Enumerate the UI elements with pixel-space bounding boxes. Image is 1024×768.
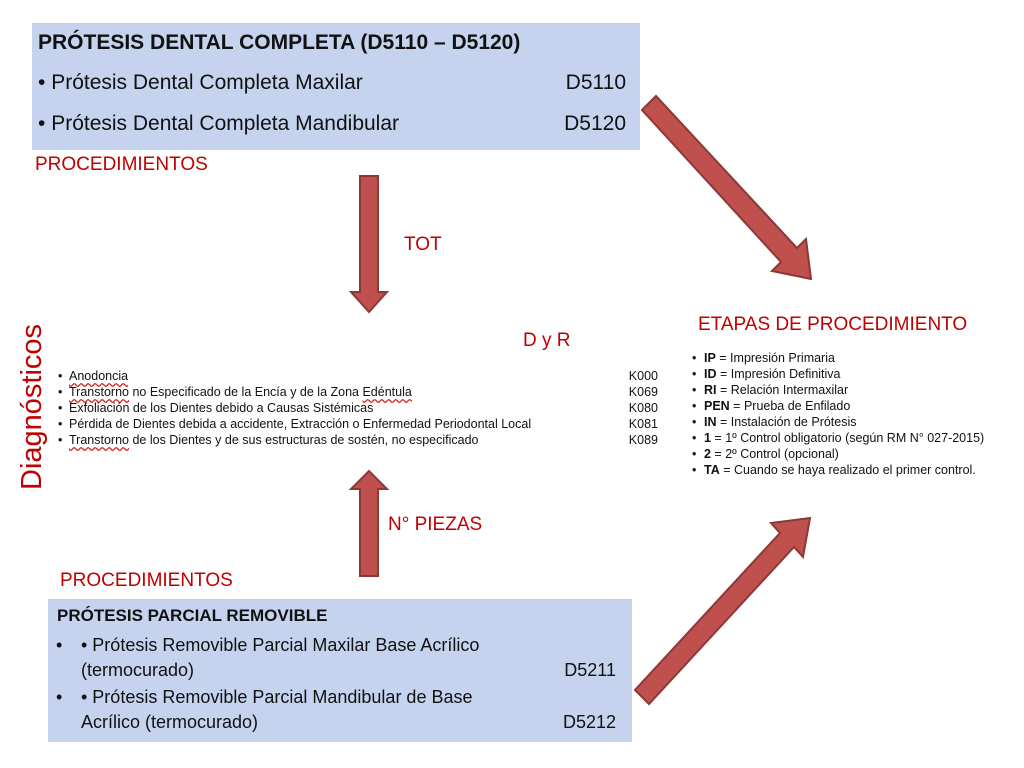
etapa-desc: = Impresión Primaria	[715, 351, 835, 365]
etapa-abbr: PEN	[704, 399, 730, 413]
bullet-icon: •	[692, 367, 697, 381]
etapa-desc: = Cuando se haya realizado el primer control.	[719, 463, 976, 477]
item-label: Prótesis Dental Completa Mandibular	[51, 112, 400, 135]
etapas-list	[692, 351, 1022, 479]
list-item	[38, 71, 626, 95]
bullet-icon: •	[692, 463, 697, 477]
etapa-abbr: IN	[704, 415, 717, 429]
bullet-icon: •	[58, 385, 63, 399]
diagnosis-text: Edéntula	[362, 385, 412, 399]
diagnosticos-vertical-label: Diagnósticos	[16, 323, 48, 490]
bullet-icon: •	[56, 687, 63, 707]
item-code: D5120	[564, 112, 626, 135]
diagnosis-text: Transtorno	[69, 433, 129, 447]
list-item	[692, 431, 1022, 447]
diagnosis-text: Transtorno	[69, 385, 129, 399]
etapa-desc: = Instalación de Prótesis	[716, 415, 857, 429]
procedimientos-top-label: PROCEDIMIENTOS	[35, 154, 208, 175]
complete-denture-title: PRÓTESIS DENTAL COMPLETA (D5110 – D5120)	[38, 31, 521, 54]
diagnosis-code: K000	[628, 369, 658, 383]
bullet-icon: •	[58, 369, 63, 383]
item-label: • Prótesis Removible Parcial Maxilar Base Acrílico	[81, 635, 480, 655]
list-item	[58, 433, 658, 449]
diagnosis-code: K080	[628, 401, 658, 415]
etapa-abbr: 1	[704, 431, 711, 445]
etapa-abbr: TA	[704, 463, 720, 477]
arrow-diagonal-down-icon	[642, 96, 811, 279]
bullet-icon: •	[38, 112, 52, 135]
item-label: • Prótesis Removible Parcial Mandibular de Base	[81, 687, 473, 707]
npiezas-label: N° PIEZAS	[388, 514, 483, 535]
bullet-icon: •	[692, 415, 697, 429]
bullet-icon: •	[692, 351, 697, 365]
etapa-desc: = Impresión Definitiva	[716, 367, 841, 381]
tot-label: TOT	[404, 234, 442, 255]
item-label: (termocurado)	[81, 660, 195, 680]
diagnosis-text: de los Dientes y de sus estructuras de sostén, no especificado	[128, 433, 479, 447]
list-item	[692, 399, 1022, 415]
arrow-down-icon	[351, 176, 387, 312]
etapa-abbr: ID	[704, 367, 717, 381]
diagnosis-text: Anodoncia	[69, 369, 129, 383]
bullet-icon: •	[692, 431, 697, 445]
bullet-icon: •	[58, 401, 63, 415]
bullet-icon: •	[56, 635, 63, 655]
etapas-title: ETAPAS DE PROCEDIMIENTO	[698, 314, 968, 335]
item-code: D5212	[562, 712, 616, 732]
partial-denture-box	[48, 599, 632, 742]
bullet-icon: •	[692, 447, 697, 461]
etapa-desc: = 1º Control obligatorio (según RM N° 027-2015)	[710, 431, 985, 445]
bullet-icon: •	[58, 433, 63, 447]
bullet-icon: •	[58, 417, 63, 431]
list-item	[692, 415, 1022, 431]
list-item	[692, 383, 1022, 399]
arrow-diagonal-up-icon	[635, 518, 810, 704]
diagnosis-text: no Especificado de la Encía y de la Zona	[128, 385, 363, 399]
diagnosis-text: Pérdida de Dientes debida a accidente, Extracción o Enfermedad Periodontal Local	[69, 417, 532, 431]
diagnosis-code: K069	[628, 385, 658, 399]
etapa-desc: = Prueba de Enfilado	[729, 399, 851, 413]
item-label: Prótesis Dental Completa Maxilar	[51, 71, 363, 94]
list-item	[692, 351, 1022, 367]
etapa-abbr: IP	[704, 351, 716, 365]
list-item	[692, 447, 1022, 463]
list-item	[58, 417, 658, 433]
bullet-icon: •	[692, 383, 697, 397]
complete-denture-box	[32, 23, 640, 150]
list-item	[58, 369, 658, 385]
list-item	[38, 112, 626, 136]
diagnosis-code: K089	[628, 433, 658, 447]
diagnosis-list	[58, 369, 658, 449]
list-item	[58, 401, 658, 417]
list-item	[692, 463, 1022, 479]
procedimientos-bottom-label: PROCEDIMIENTOS	[60, 570, 233, 591]
item-label: Acrílico (termocurado)	[81, 712, 259, 732]
arrow-up-icon	[351, 471, 387, 576]
item-code: D5211	[564, 660, 616, 680]
item-code: D5110	[565, 71, 626, 94]
etapa-desc: = 2º Control (opcional)	[710, 447, 839, 461]
partial-denture-title: PRÓTESIS PARCIAL REMOVIBLE	[57, 606, 328, 625]
diagnosis-text: Exfoliación de los Dientes debido a Causas Sistémicas	[69, 401, 374, 415]
bullet-icon: •	[38, 71, 52, 94]
etapa-desc: = Relación Intermaxilar	[716, 383, 849, 397]
etapa-abbr: 2	[704, 447, 711, 461]
etapa-abbr: RI	[704, 383, 717, 397]
dyr-label: D y R	[523, 330, 571, 351]
diagnosis-code: K081	[628, 417, 658, 431]
list-item	[692, 367, 1022, 383]
list-item	[58, 385, 658, 401]
bullet-icon: •	[692, 399, 697, 413]
